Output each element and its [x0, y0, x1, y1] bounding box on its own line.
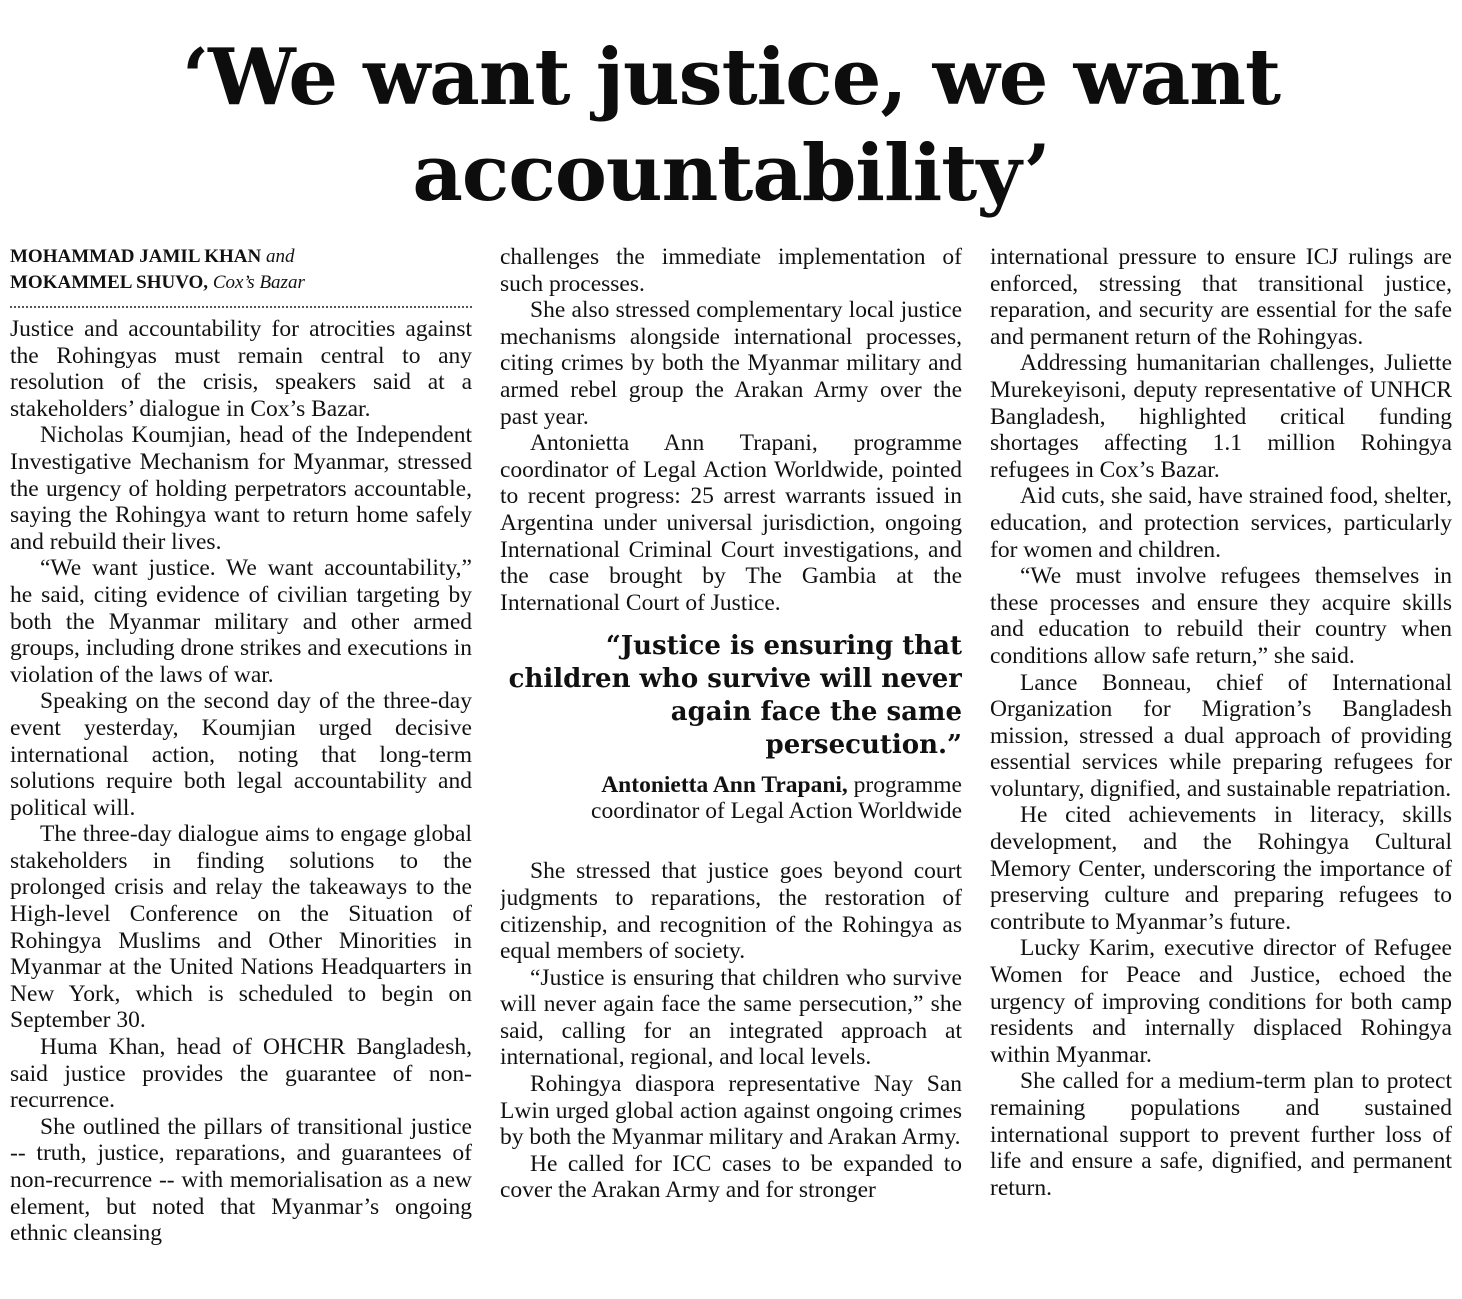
paragraph: challenges the immediate implementation of such processes.: [500, 244, 962, 297]
byline-author-2: MOKAMMEL SHUVO,: [10, 272, 209, 293]
paragraph: He cited achievements in literacy, skills development, and the Rohingya Cultural Memory Center, underscoring the importance of preserving culture and preparing refugees to contribute to Myanmar’s future.: [990, 802, 1452, 935]
pull-quote-role: programme coordinator of Legal Action Worldwide: [591, 772, 962, 825]
pull-quote-text: “Justice is ensuring that children who survive will never again face the same persecution.”: [508, 631, 962, 761]
byline: [10, 244, 472, 308]
paragraph: Lucky Karim, executive director of Refugee Women for Peace and Justice, echoed the urgency of improving conditions for both camp residents and internally displaced Rohingya within Myanmar.: [990, 935, 1452, 1068]
paragraph: “We want justice. We want accountability,” he said, citing evidence of civilian targeting by both the Myanmar military and other armed groups, including drone strikes and executions in violation of the laws of war.: [10, 555, 472, 688]
paragraph: Nicholas Koumjian, head of the Independent Investigative Mechanism for Myanmar, stressed the urgency of holding perpetrators accountable, saying the Rohingya want to return home safely and rebuild their lives.: [10, 422, 472, 555]
byline-author-1: MOHAMMAD JAMIL KHAN: [10, 246, 262, 267]
paragraph: Aid cuts, she said, have strained food, shelter, education, and protection services, particularly for women and children.: [990, 483, 1452, 563]
paragraph: She also stressed complementary local justice mechanisms alongside international processes, citing crimes by both the Myanmar military and armed rebel group the Arakan Army over the past year.: [500, 297, 962, 430]
paragraph: She outlined the pillars of transitional justice -- truth, justice, reparations, and guarantees of non-recurrence -- with memorialisation as a new element, but noted that Myanmar’s ongoing ethnic cleansing: [10, 1113, 472, 1247]
paragraph: She stressed that justice goes beyond court judgments to reparations, the restoration of citizenship, and recognition of the Rohingya as equal members of society.: [500, 858, 962, 965]
pull-quote-attribution: [500, 772, 962, 824]
headline: [0, 30, 1462, 222]
paragraph: Speaking on the second day of the three-day event yesterday, Koumjian urged decisive international action, noting that long-term solutions require both legal accountability and political will.: [10, 688, 472, 821]
byline-location: Cox’s Bazar: [212, 272, 305, 293]
paragraph: Antonietta Ann Trapani, programme coordinator of Legal Action Worldwide, pointed to recent progress: 25 arrest warrants issued in Argentina under universal jurisdiction, ongoing International Criminal Court investigations, and the case brought by The Gambia at the International Court of Justice.: [500, 430, 962, 616]
paragraph: Rohingya diaspora representative Nay San Lwin urged global action against ongoing crimes by both the Myanmar military and Arakan Army.: [500, 1071, 962, 1151]
paragraph: The three-day dialogue aims to engage global stakeholders in finding solutions to the prolonged crisis and relay the takeaways to the High-level Conference on the Situation of Rohingya Muslims and Other Minorities in Myanmar at the United Nations Headquarters in New York, which is scheduled to begin on September 30.: [10, 821, 472, 1034]
paragraph: “We must involve refugees themselves in these processes and ensure they acquire skills and education to rebuild their country when conditions allow safe return,” she said.: [990, 563, 1452, 669]
paragraph: Lance Bonneau, chief of International Organization for Migration’s Bangladesh mission, stressed a dual approach of providing essential services while preparing refugees for voluntary, dignified, and sustainable repatriation.: [990, 669, 1452, 802]
pull-quote: [500, 630, 962, 824]
paragraph: Justice and accountability for atrocities against the Rohingyas must remain central to any resolution of the crisis, speakers said at a stakeholders’ dialogue in Cox’s Bazar.: [10, 316, 472, 422]
article-column-3: [990, 244, 1452, 1292]
paragraph: Huma Khan, head of OHCHR Bangladesh, said justice provides the guarantee of non-recurrence.: [10, 1034, 472, 1114]
pull-quote-name: Antonietta Ann Trapani,: [601, 772, 848, 799]
paragraph: “Justice is ensuring that children who survive will never again face the same persecution,” she said, calling for an integrated approach at international, regional, and local levels.: [500, 964, 962, 1071]
paragraph: Addressing humanitarian challenges, Juliette Murekeyisoni, deputy representative of UNHCR Bangladesh, highlighted critical funding shortages affecting 1.1 million Rohingya refugees in Cox’s Bazar.: [990, 350, 1452, 483]
headline-line-2: accountability’: [412, 128, 1050, 219]
byline-conjunction: and: [265, 246, 295, 267]
article-column-1: [10, 244, 472, 1292]
article-column-2: [500, 244, 962, 1292]
paragraph: international pressure to ensure ICJ rulings are enforced, stressing that transitional justice, reparation, and security are essential for the safe and permanent return of the Rohingyas.: [990, 244, 1452, 350]
headline-line-1: ‘We want justice, we want: [181, 32, 1281, 123]
paragraph: He called for ICC cases to be expanded to cover the Arakan Army and for stronger: [500, 1150, 962, 1204]
paragraph: She called for a medium-term plan to protect remaining populations and sustained international support to prevent further loss of life and ensure a safe, dignified, and permanent return.: [990, 1068, 1452, 1201]
